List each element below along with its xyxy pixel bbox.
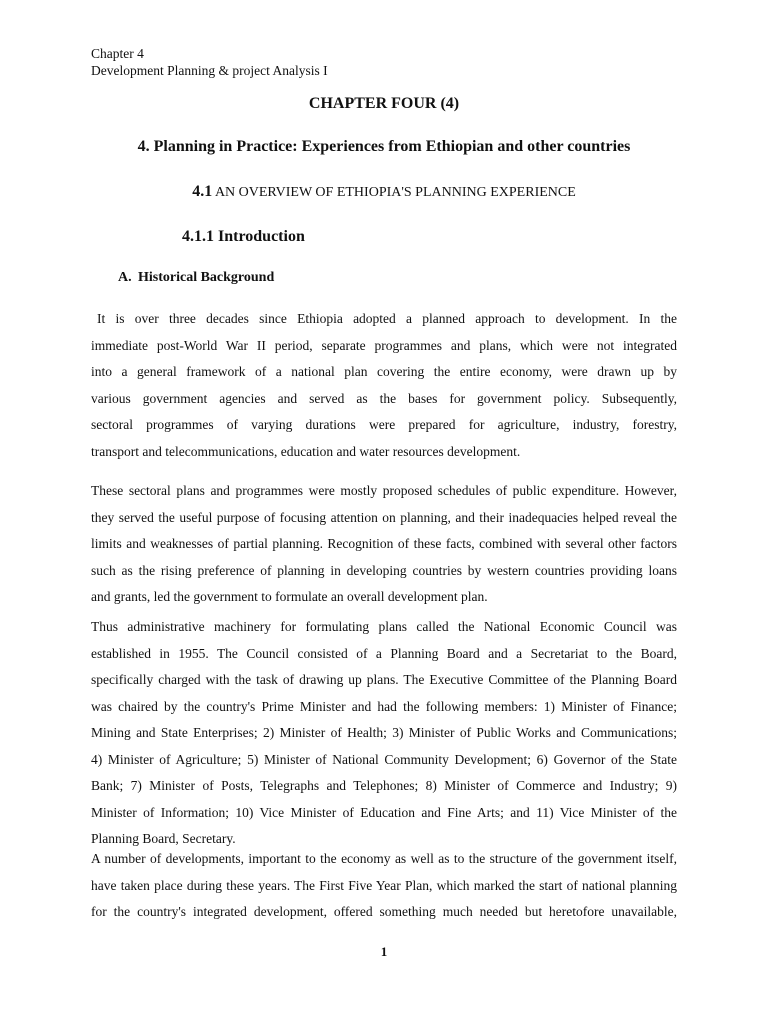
paragraph-line: established in 1955. The Council consisted of a Planning Board and a Secretariat to the Board, — [91, 645, 677, 661]
section-number: 4.1 — [192, 183, 213, 200]
paragraph-3 — [91, 614, 677, 853]
list-letter: A. — [118, 270, 132, 285]
chapter-title: 4. Planning in Practice: Experiences from Ethiopian and other countries — [137, 138, 631, 155]
paragraph-line: immediate post-World War II period, separate programmes and plans, which were not integrated — [91, 337, 677, 353]
paragraph-line: Minister of Information; 10) Vice Minister of Education and Fine Arts; and 11) Vice Minister of the — [91, 804, 677, 820]
paragraph-line: into a general framework of a national plan covering the entire economy, were drawn up by — [91, 364, 677, 379]
paragraph-line: limits and weaknesses of partial planning. Recognition of these facts, combined with several other factors — [91, 536, 677, 551]
sub-heading-text: Historical Background — [138, 270, 275, 285]
paragraph-line: and grants, led the government to formulate an overall development plan. — [91, 589, 488, 604]
paragraph-line: was chaired by the country's Prime Minister and had the following members: 1) Minister of Finance; — [91, 698, 677, 714]
page-number: 1 — [380, 944, 388, 959]
paragraph-line: It is over three decades since Ethiopia adopted a planned approach to development. In the — [97, 311, 677, 326]
paragraph-line: Planning Board, Secretary. — [91, 831, 236, 846]
paragraph-line: Mining and State Enterprises; 2) Minister of Health; 3) Minister of Public Works and Communications; — [91, 725, 677, 740]
running-header-chapter: Chapter 4 — [91, 46, 144, 61]
paragraph-line: These sectoral plans and programmes were mostly proposed schedules of public expenditure. However, — [91, 483, 677, 498]
paragraph-line: Bank; 7) Minister of Posts, Telegraphs and Telephones; 8) Minister of Commerce and Industry; 9) — [91, 778, 677, 793]
paragraph-line: specifically charged with the task of drawing up plans. The Executive Committee of the Planning Board — [91, 672, 677, 687]
paragraph-line: they served the useful purpose of focusing attention on planning, and their inadequacies helped reveal the — [91, 509, 677, 525]
subsection-heading: 4.1.1 Introduction — [182, 228, 305, 245]
paragraph-line: for the country's integrated development, offered something much needed but heretofore unavailable, — [91, 904, 677, 919]
paragraph-line: 4) Minister of Agriculture; 5) Minister of National Community Development; 6) Governor of the State — [91, 751, 677, 767]
paragraph-line: such as the rising preference of planning in developing countries by western countries providing loans — [91, 562, 677, 578]
paragraph-line: transport and telecommunications, education and water resources development. — [91, 443, 521, 459]
paragraph-line: A number of developments, important to the economy as well as to the structure of the government itself, — [91, 851, 677, 866]
paragraph-line: various government agencies and served as the bases for government policy. Subsequently, — [91, 390, 677, 406]
section-heading — [0, 183, 768, 201]
section-title: AN OVERVIEW OF ETHIOPIA'S PLANNING EXPERIENCE — [214, 185, 576, 200]
chapter-heading: CHAPTER FOUR (4) — [308, 95, 460, 112]
paragraph-line: have taken place during these years. The First Five Year Plan, which marked the start of national planning — [91, 877, 677, 893]
paragraph-4 — [91, 846, 677, 926]
paragraph-1 — [91, 306, 677, 465]
paragraph-line: Thus administrative machinery for formulating plans called the National Economic Council was — [91, 619, 677, 634]
paragraph-line: sectoral programmes of varying durations were prepared for agriculture, industry, forestry, — [91, 417, 677, 432]
sub-heading-historical-background — [118, 270, 274, 286]
running-header-course: Development Planning & project Analysis I — [91, 63, 328, 78]
paragraph-2 — [91, 478, 677, 611]
